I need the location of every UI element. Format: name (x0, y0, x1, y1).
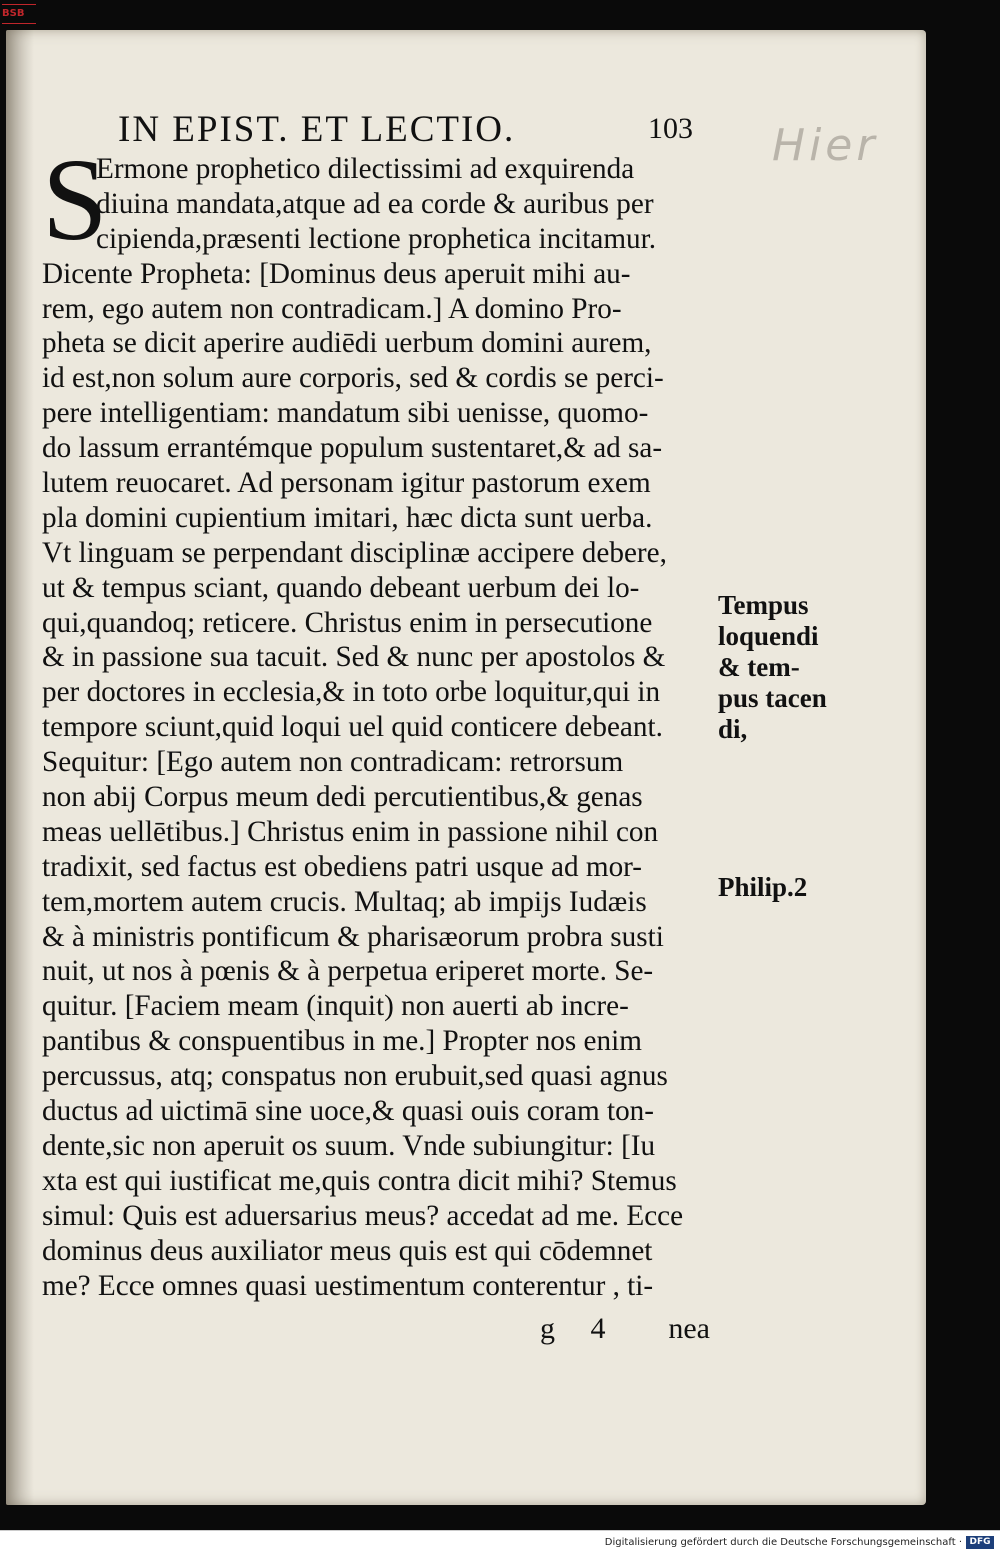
text-line: percussus, atq; conspatus non erubuit,sed quasi agnus (42, 1060, 668, 1093)
text-line: id est,non solum aure corporis, sed & cordis se perci- (42, 362, 664, 395)
text-line: tem,mortem autem crucis. Multaq; ab impijs Iudæis (42, 885, 647, 918)
drop-cap: S (42, 134, 108, 265)
text-line: Vt linguam se perpendant disciplinæ accipere debere, (42, 536, 667, 569)
text-line: Sequitur: [Ego autem non contradicam: retrorsum (42, 746, 624, 779)
margin-note-line: Tempus (718, 590, 809, 620)
folio-number: 103 (648, 112, 693, 145)
text-line: pantibus & conspuentibus in me.] Propter nos enim (42, 1025, 642, 1058)
text-line: ut & tempus sciant, quando debeant uerbum dei lo- (42, 571, 640, 604)
text-line: tradixit, sed factus est obediens patri usque ad mor- (42, 850, 643, 883)
text-line: & à ministris pontificum & pharisæorum probra susti (42, 920, 664, 953)
margin-note-line: & tem- (718, 652, 800, 682)
footer-bar (0, 1530, 1000, 1555)
text-line: nuit, ut nos à pœnis & à perpetua eriperet morte. Se- (42, 955, 654, 988)
body-text (42, 134, 718, 1303)
text-line: me? Ecce omnes quasi uestimentum conterentur , ti- (42, 1269, 654, 1302)
page-gutter-shadow (6, 30, 34, 1505)
text-line: diuina mandata,atque ad ea corde & auribus per (96, 187, 654, 220)
text-line: pere intelligentiam: mandatum sibi uenisse, quomo- (42, 397, 649, 430)
text-line: quitur. [Faciem meam (inquit) non auerti ab incre- (42, 990, 629, 1023)
text-line: dominus deus auxiliator meus quis est qui cōdemnet (42, 1234, 653, 1267)
margin-note-line: loquendi (718, 621, 819, 651)
pencil-annotation: Hier (772, 120, 879, 171)
margin-note-tempus (718, 590, 838, 745)
text-line: simul: Quis est aduersarius meus? accedat ad me. Ecce (42, 1199, 684, 1232)
signature-mark: g 4 (540, 1312, 620, 1345)
text-line: per doctores in ecclesia,& in toto orbe loquitur,qui in (42, 676, 661, 709)
text-line: lutem reuocaret. Ad personam igitur pastorum exem (42, 467, 651, 500)
margin-reference: Philip.2 (718, 872, 808, 902)
text-line: pla domini cupientium imitari, hæc dicta sunt uerba. (42, 501, 653, 534)
running-head (118, 108, 718, 152)
text-line: do lassum errantémque populum sustentaret,& ad sa- (42, 432, 663, 465)
text-line: cipienda,præsenti lectione prophetica incitamur. (96, 222, 657, 255)
logo-rule-bottom (2, 23, 36, 24)
text-line: Dicente Propheta: [Dominus deus aperuit mihi au- (42, 257, 631, 290)
running-title: IN EPIST. ET LECTIO. (118, 109, 516, 150)
text-line: non abij Corpus meum dedi percutientibus,& genas (42, 781, 643, 814)
text-line: & in passione sua tacuit. Sed & nunc per apostolos & (42, 641, 666, 674)
text-line: ductus ad uictimā sine uoce,& quasi ouis coram ton- (42, 1095, 654, 1128)
text-line: qui,quandoq; reticere. Christus enim in persecutione (42, 606, 653, 639)
margin-note-line: pus tacen (718, 683, 827, 713)
dfg-logo: DFG (966, 1536, 994, 1549)
text-line: xta est qui iustificat me,quis contra dicit mihi? Stemus (42, 1164, 677, 1197)
logo-text: BSB (2, 8, 25, 19)
text-line: rem, ego autem non contradicam.] A domino Pro- (42, 292, 622, 325)
margin-note-line: di, (718, 714, 748, 744)
text-line: meas uellētibus.] Christus enim in passione nihil con (42, 815, 659, 848)
catchword: nea (668, 1312, 710, 1345)
text-line: tempore sciunt,quid loqui uel quid conticere debeant. (42, 711, 663, 744)
bsb-logo (2, 2, 38, 32)
text-line: Ermone prophetico dilectissimi ad exquirenda (96, 153, 635, 185)
text-line: pheta se dicit aperire audiēdi uerbum domini aurem, (42, 327, 652, 360)
text-line: dente,sic non aperuit os suum. Vnde subiungitur: [Iu (42, 1129, 656, 1162)
funding-note: Digitalisierung gefördert durch die Deutsche Forschungsgemeinschaft · (604, 1537, 962, 1548)
logo-rule-top (2, 4, 36, 5)
